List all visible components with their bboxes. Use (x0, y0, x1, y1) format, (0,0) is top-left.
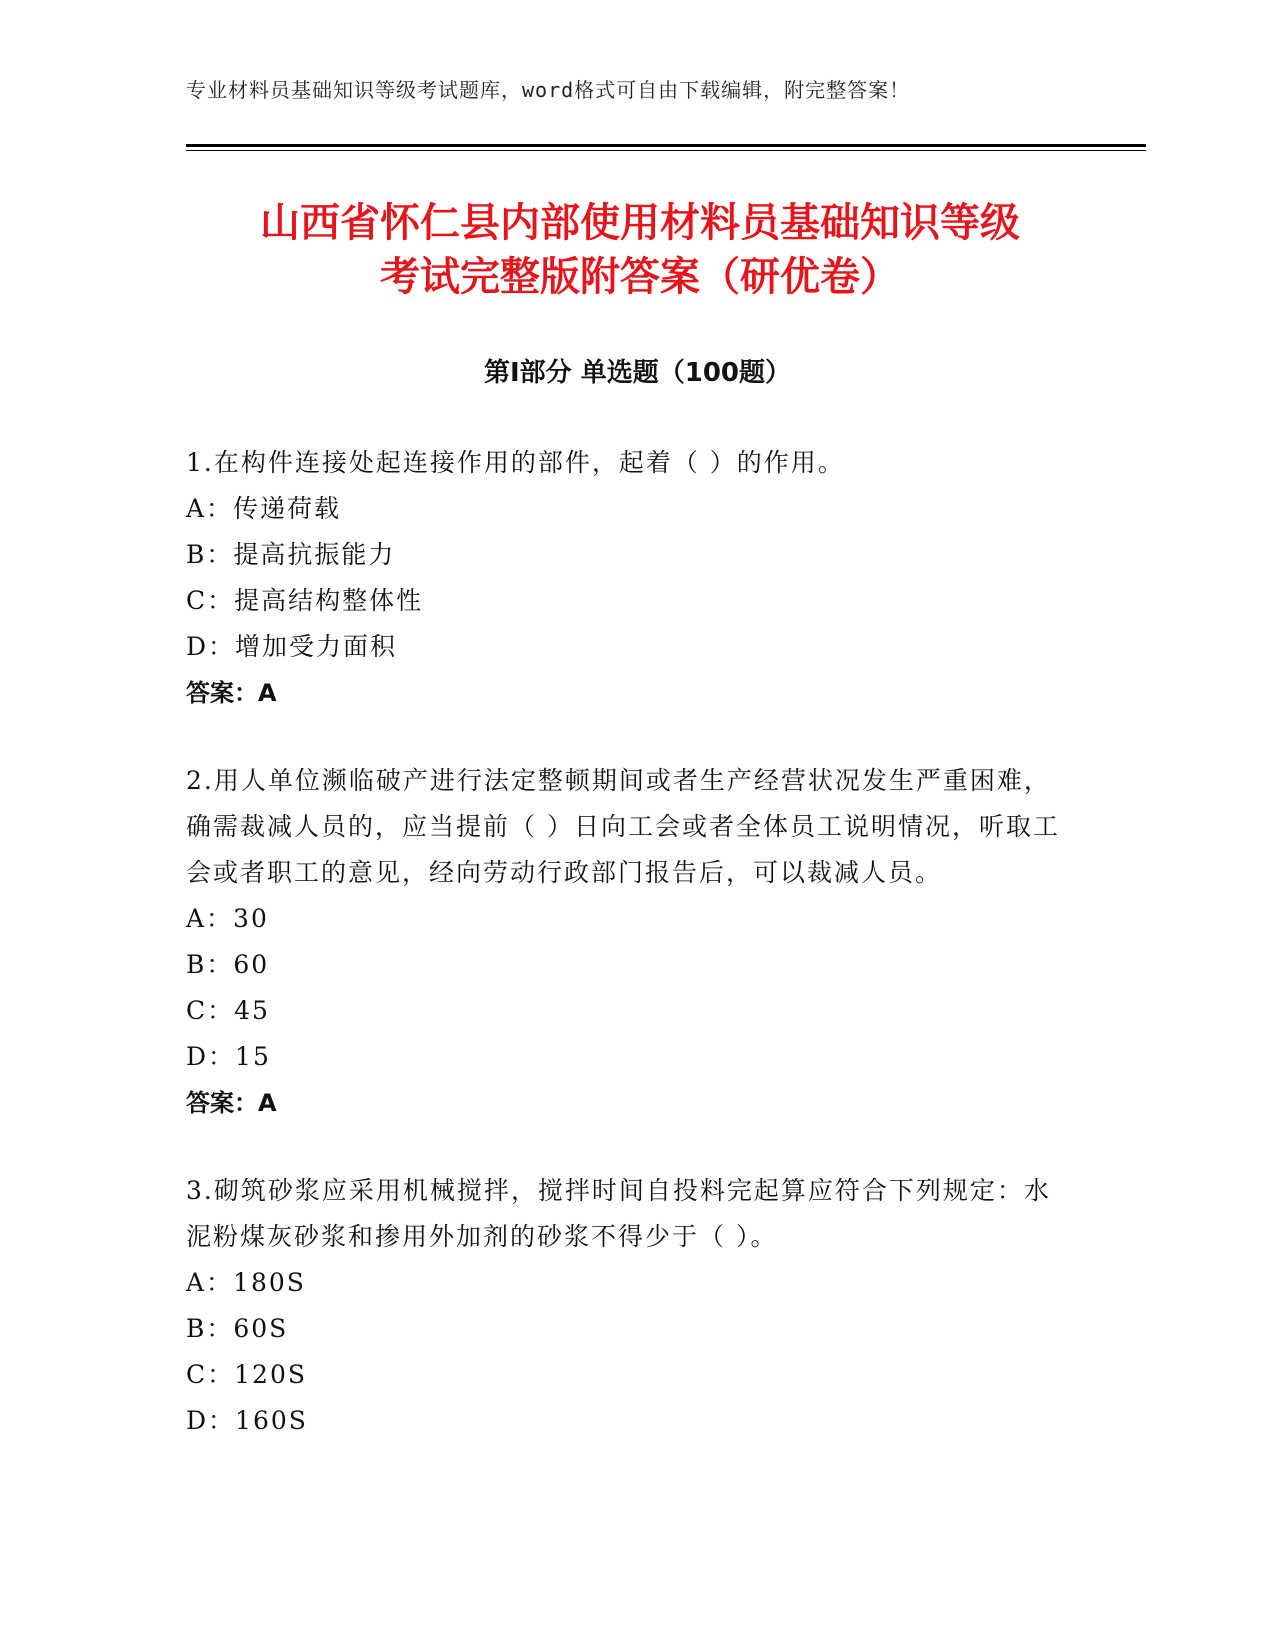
option-c: C：提高结构整体性 (186, 586, 424, 615)
title-line-1: 山西省怀仁县内部使用材料员基础知识等级 (260, 200, 1020, 246)
header-rule-thick (186, 144, 1146, 147)
option-d: D：160S (186, 1406, 308, 1435)
option-b: B：60S (186, 1314, 289, 1343)
answer-line: 答案：A (186, 679, 277, 707)
question-1 (186, 440, 1076, 716)
header-note: 专业材料员基础知识等级考试题库，word格式可自由下载编辑，附完整答案！ (186, 78, 911, 102)
question-list (186, 440, 1076, 1486)
question-3 (186, 1168, 1076, 1444)
option-d: D：增加受力面积 (186, 632, 398, 661)
header-rule-thin (186, 150, 1146, 151)
option-a: A：传递荷载 (186, 494, 342, 523)
question-text: 3.砌筑砂浆应采用机械搅拌，搅拌时间自投料完起算应符合下列规定：水泥粉煤灰砂浆和掺用外加剂的砂浆不得少于（ ）。 (186, 1176, 1051, 1251)
option-d: D：15 (186, 1042, 271, 1071)
section-heading: 第Ⅰ部分 单选题（100题） (484, 358, 791, 388)
question-2 (186, 758, 1076, 1126)
option-c: C：120S (186, 1360, 307, 1389)
option-a: A：180S (186, 1268, 306, 1297)
answer-line: 答案：A (186, 1089, 277, 1117)
option-b: B：60 (186, 950, 270, 979)
title-line-2: 考试完整版附答案（研优卷） (380, 254, 900, 300)
option-a: A：30 (186, 904, 269, 933)
option-c: C：45 (186, 996, 270, 1025)
document-title (150, 196, 1130, 304)
option-b: B：提高抗振能力 (186, 540, 396, 569)
question-text: 2.用人单位濒临破产进行法定整顿期间或者生产经营状况发生严重困难，确需裁减人员的，应当提前（ ）日向工会或者全体员工说明情况，听取工会或者职工的意见，经向劳动行政部门报告后，可以裁减人员。 (186, 766, 1060, 887)
question-text: 1.在构件连接处起连接作用的部件，起着（ ）的作用。 (186, 448, 845, 477)
